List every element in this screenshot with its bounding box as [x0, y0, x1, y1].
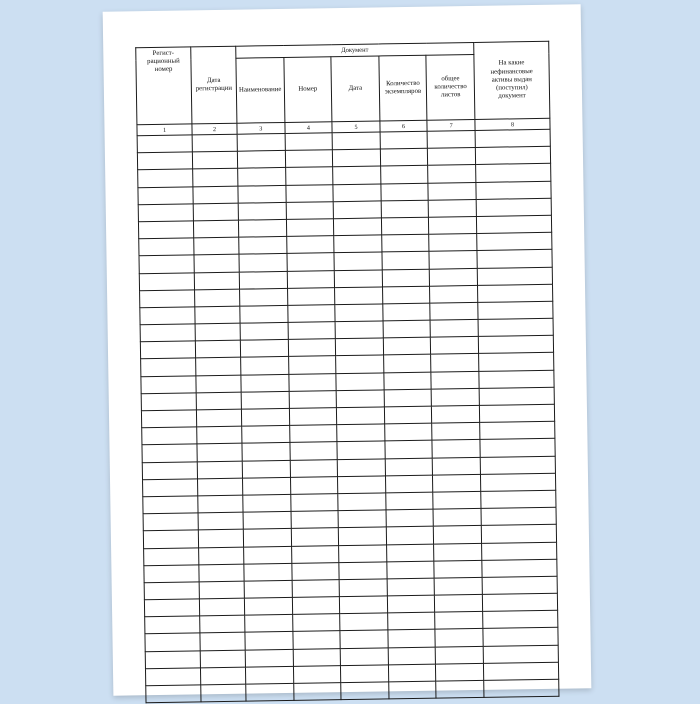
table-cell[interactable]	[483, 628, 558, 646]
table-cell[interactable]	[339, 579, 387, 597]
table-cell[interactable]	[388, 664, 436, 682]
table-cell[interactable]	[434, 526, 482, 544]
table-cell[interactable]	[483, 610, 558, 628]
header-label-copies: Количество экземпляров	[384, 79, 422, 96]
table-cell[interactable]	[429, 251, 477, 269]
table-cell[interactable]	[145, 633, 200, 651]
table-cell[interactable]	[479, 387, 554, 405]
table-cell[interactable]	[144, 565, 199, 583]
table-cell[interactable]	[138, 169, 193, 187]
header-label-number: Номер	[298, 85, 318, 93]
table-cell[interactable]	[436, 663, 484, 681]
table-cell[interactable]	[482, 559, 557, 577]
table-cell[interactable]	[332, 132, 380, 150]
table-cell[interactable]	[381, 183, 429, 201]
table-cell[interactable]	[382, 286, 430, 304]
table-cell[interactable]	[292, 597, 340, 615]
table-header	[136, 41, 550, 135]
table-cell[interactable]	[143, 479, 198, 497]
table-cell[interactable]	[337, 407, 385, 425]
table-cell[interactable]	[431, 388, 479, 406]
table-cell[interactable]	[285, 133, 333, 151]
table-cell[interactable]	[481, 490, 556, 508]
table-cell[interactable]	[140, 290, 195, 308]
table-cell[interactable]	[145, 668, 200, 686]
table-cell[interactable]	[382, 252, 430, 270]
table-cell[interactable]	[240, 340, 288, 358]
table-cell[interactable]	[481, 507, 556, 525]
table-cell[interactable]	[245, 649, 293, 667]
table-cell[interactable]	[341, 682, 389, 700]
table-cell[interactable]	[386, 526, 434, 544]
table-cell[interactable]	[291, 562, 339, 580]
table-cell[interactable]	[386, 509, 434, 527]
table-cell[interactable]	[433, 474, 481, 492]
table-cell[interactable]	[245, 615, 293, 633]
table-cell[interactable]	[434, 577, 482, 595]
table-cell[interactable]	[286, 236, 334, 254]
header-label-reg-date: Дата регистрации	[195, 76, 233, 93]
table-cell[interactable]	[196, 409, 241, 427]
table-cell[interactable]	[384, 372, 432, 390]
table-cell[interactable]	[238, 168, 286, 186]
table-cell[interactable]	[197, 444, 242, 462]
table-cell[interactable]	[484, 679, 559, 697]
table-cell[interactable]	[143, 496, 198, 514]
table-cell[interactable]	[245, 666, 293, 684]
column-number-2: 2	[192, 123, 237, 135]
table-cell[interactable]	[196, 375, 241, 393]
document-page	[103, 4, 592, 695]
table-cell[interactable]	[238, 185, 286, 203]
header-cell-date	[331, 56, 380, 122]
table-cell[interactable]	[240, 288, 288, 306]
table-cell[interactable]	[195, 306, 240, 324]
table-cell[interactable]	[387, 578, 435, 596]
table-cell[interactable]	[197, 426, 242, 444]
table-cell[interactable]	[430, 320, 478, 338]
table-cell[interactable]	[142, 461, 197, 479]
table-cell[interactable]	[290, 476, 338, 494]
table-cell[interactable]	[384, 406, 432, 424]
table-cell[interactable]	[244, 563, 292, 581]
table-cell[interactable]	[199, 547, 244, 565]
table-cell[interactable]	[288, 322, 336, 340]
table-cell[interactable]	[240, 322, 288, 340]
header-label-name: Наименование	[238, 85, 282, 94]
table-cell[interactable]	[291, 511, 339, 529]
table-cell[interactable]	[200, 615, 245, 633]
table-cell[interactable]	[287, 270, 335, 288]
table-cell[interactable]	[239, 254, 287, 272]
table-cell[interactable]	[239, 237, 287, 255]
table-cell[interactable]	[287, 305, 335, 323]
table-cell[interactable]	[193, 169, 238, 187]
table-cell[interactable]	[429, 199, 477, 217]
table-cell[interactable]	[387, 561, 435, 579]
table-cell[interactable]	[333, 201, 381, 219]
table-cell[interactable]	[289, 390, 337, 408]
table-cell[interactable]	[200, 667, 245, 685]
table-cell[interactable]	[336, 390, 384, 408]
table-cell[interactable]	[381, 234, 429, 252]
column-number-4: 4	[285, 122, 333, 134]
table-cell[interactable]	[199, 581, 244, 599]
table-cell[interactable]	[198, 495, 243, 513]
table-cell[interactable]	[139, 255, 194, 273]
table-cell[interactable]	[237, 151, 285, 169]
column-number-8: 8	[475, 118, 550, 130]
table-cell[interactable]	[192, 151, 237, 169]
table-cell[interactable]	[433, 457, 481, 475]
table-cell[interactable]	[382, 269, 430, 287]
table-cell[interactable]	[194, 272, 239, 290]
table-cell[interactable]	[384, 389, 432, 407]
table-cell[interactable]	[431, 354, 479, 372]
table-cell[interactable]	[197, 461, 242, 479]
table-cell[interactable]	[333, 166, 381, 184]
table-cell[interactable]	[478, 301, 553, 319]
table-cell[interactable]	[285, 167, 333, 185]
table-cell[interactable]	[480, 473, 555, 491]
table-cell[interactable]	[436, 646, 484, 664]
table-cell[interactable]	[335, 304, 383, 322]
table-cell[interactable]	[432, 440, 480, 458]
table-cell[interactable]	[138, 221, 193, 239]
table-cell[interactable]	[139, 272, 194, 290]
table-cell[interactable]	[291, 528, 339, 546]
table-cell[interactable]	[480, 456, 555, 474]
table-cell[interactable]	[338, 476, 386, 494]
table-cell[interactable]	[142, 444, 197, 462]
table-cell[interactable]	[139, 238, 194, 256]
table-cell[interactable]	[241, 391, 289, 409]
table-cell[interactable]	[435, 594, 483, 612]
table-cell[interactable]	[291, 545, 339, 563]
table-cell[interactable]	[476, 198, 551, 216]
table-cell[interactable]	[432, 423, 480, 441]
table-cell[interactable]	[482, 576, 557, 594]
table-cell[interactable]	[242, 477, 290, 495]
table-cell[interactable]	[243, 529, 291, 547]
table-cell[interactable]	[293, 648, 341, 666]
table-cell[interactable]	[477, 267, 552, 285]
table-cell[interactable]	[431, 371, 479, 389]
table-cell[interactable]	[480, 421, 555, 439]
table-cell[interactable]	[193, 220, 238, 238]
table-cell[interactable]	[335, 287, 383, 305]
table-cell[interactable]	[140, 341, 195, 359]
table-cell[interactable]	[385, 441, 433, 459]
table-cell[interactable]	[429, 234, 477, 252]
table-cell[interactable]	[287, 287, 335, 305]
table-cell[interactable]	[244, 597, 292, 615]
table-cell[interactable]	[143, 513, 198, 531]
table-cell[interactable]	[193, 203, 238, 221]
header-label-sheets: общее количество листов	[434, 74, 467, 99]
header-cell-reg-date	[191, 46, 237, 124]
table-cell[interactable]	[341, 665, 389, 683]
table-cell[interactable]	[431, 337, 479, 355]
header-group-document: Документ	[236, 42, 474, 58]
table-cell[interactable]	[238, 202, 286, 220]
table-cell[interactable]	[383, 303, 431, 321]
table-cell[interactable]	[242, 460, 290, 478]
table-cell[interactable]	[200, 650, 245, 668]
header-cell-copies	[379, 55, 428, 121]
table-cell[interactable]	[433, 509, 481, 527]
table-cell[interactable]	[430, 302, 478, 320]
table-cell[interactable]	[478, 336, 553, 354]
table-cell[interactable]	[145, 616, 200, 634]
table-cell[interactable]	[288, 339, 336, 357]
header-cell-name	[236, 57, 285, 123]
table-cell[interactable]	[244, 580, 292, 598]
table-cell[interactable]	[337, 441, 385, 459]
table-cell[interactable]	[201, 684, 246, 702]
table-cell[interactable]	[241, 408, 289, 426]
column-number-1: 1	[137, 124, 192, 136]
column-number-7: 7	[427, 119, 475, 131]
table-cell[interactable]	[200, 633, 245, 651]
table-cell[interactable]	[143, 530, 198, 548]
table-cell[interactable]	[432, 405, 480, 423]
table-cell[interactable]	[243, 512, 291, 530]
table-cell[interactable]	[292, 614, 340, 632]
table-cell[interactable]	[293, 631, 341, 649]
table-cell[interactable]	[286, 219, 334, 237]
table-cell[interactable]	[385, 475, 433, 493]
table-cell[interactable]	[198, 478, 243, 496]
table-cell[interactable]	[241, 374, 289, 392]
table-cell[interactable]	[196, 358, 241, 376]
table-cell[interactable]	[483, 645, 558, 663]
header-cell-sheets	[426, 54, 475, 120]
table-cell[interactable]	[140, 307, 195, 325]
table-cell[interactable]	[476, 215, 551, 233]
table-cell[interactable]	[388, 647, 436, 665]
table-cell[interactable]	[290, 494, 338, 512]
table-cell[interactable]	[430, 268, 478, 286]
table-cell[interactable]	[195, 340, 240, 358]
table-cell[interactable]	[338, 510, 386, 528]
column-number-6: 6	[380, 120, 428, 132]
table-cell[interactable]	[479, 370, 554, 388]
table-cell[interactable]	[142, 427, 197, 445]
table-cell[interactable]	[480, 439, 555, 457]
table-cell[interactable]	[138, 186, 193, 204]
table-cell[interactable]	[336, 338, 384, 356]
table-cell[interactable]	[339, 544, 387, 562]
table-cell[interactable]	[334, 252, 382, 270]
table-cell[interactable]	[289, 425, 337, 443]
table-cell[interactable]	[381, 200, 429, 218]
table-cell[interactable]	[388, 681, 436, 699]
table-cell[interactable]	[428, 148, 476, 166]
table-cell[interactable]	[476, 181, 551, 199]
table-cell[interactable]	[436, 680, 484, 698]
table-cell[interactable]	[199, 598, 244, 616]
table-cell[interactable]	[198, 529, 243, 547]
header-label-assets: На какие нефинансовые активы выдан (поступил) документ	[490, 59, 533, 100]
table-cell[interactable]	[477, 232, 552, 250]
table-cell[interactable]	[193, 186, 238, 204]
table-cell[interactable]	[137, 135, 192, 153]
table-cell[interactable]	[334, 218, 382, 236]
table-cell[interactable]	[482, 542, 557, 560]
table-cell[interactable]	[475, 129, 550, 147]
table-cell[interactable]	[242, 426, 290, 444]
table-cell[interactable]	[433, 491, 481, 509]
table-cell[interactable]	[428, 165, 476, 183]
table-cell[interactable]	[333, 149, 381, 167]
table-cell[interactable]	[198, 512, 243, 530]
table-cell[interactable]	[340, 648, 388, 666]
table-cell[interactable]	[388, 630, 436, 648]
table-cell[interactable]	[333, 184, 381, 202]
table-cell[interactable]	[476, 164, 551, 182]
header-label-date: Дата	[348, 84, 363, 92]
table-cell[interactable]	[286, 201, 334, 219]
table-cell[interactable]	[483, 662, 558, 680]
table-cell[interactable]	[146, 685, 201, 703]
table-cell[interactable]	[479, 404, 554, 422]
table-cell[interactable]	[292, 580, 340, 598]
table-cell[interactable]	[381, 217, 429, 235]
table-cell[interactable]	[383, 355, 431, 373]
table-cell[interactable]	[290, 442, 338, 460]
table-cell[interactable]	[194, 237, 239, 255]
table-cell[interactable]	[337, 424, 385, 442]
table-cell[interactable]	[238, 219, 286, 237]
table-cell[interactable]	[285, 184, 333, 202]
table-cell[interactable]	[430, 285, 478, 303]
table-cell[interactable]	[243, 494, 291, 512]
table-cell[interactable]	[144, 599, 199, 617]
table-cell[interactable]	[427, 130, 475, 148]
table-cell[interactable]	[385, 458, 433, 476]
table-cell[interactable]	[383, 320, 431, 338]
table-cell[interactable]	[195, 323, 240, 341]
table-cell[interactable]	[429, 216, 477, 234]
table-cell[interactable]	[289, 408, 337, 426]
table-cell[interactable]	[435, 629, 483, 647]
table-cell[interactable]	[428, 182, 476, 200]
table-cell[interactable]	[195, 289, 240, 307]
table-cell[interactable]	[138, 204, 193, 222]
table-cell[interactable]	[144, 582, 199, 600]
table-cell[interactable]	[287, 253, 335, 271]
table-cell[interactable]	[141, 410, 196, 428]
table-cell[interactable]	[475, 146, 550, 164]
table-cell[interactable]	[380, 148, 428, 166]
table-cell[interactable]	[386, 492, 434, 510]
table-cell[interactable]	[246, 683, 294, 701]
table-cell[interactable]	[434, 543, 482, 561]
table-cell[interactable]	[141, 376, 196, 394]
table-cell[interactable]	[144, 547, 199, 565]
register-table-container	[135, 41, 559, 704]
table-cell[interactable]	[335, 321, 383, 339]
table-cell[interactable]	[242, 443, 290, 461]
table-cell[interactable]	[384, 423, 432, 441]
table-cell[interactable]	[337, 458, 385, 476]
table-cell[interactable]	[288, 373, 336, 391]
table-cell[interactable]	[290, 459, 338, 477]
table-cell[interactable]	[140, 324, 195, 342]
table-cell[interactable]	[199, 564, 244, 582]
table-cell[interactable]	[477, 250, 552, 268]
table-cell[interactable]	[340, 613, 388, 631]
table-cell[interactable]	[479, 353, 554, 371]
table-cell[interactable]	[244, 546, 292, 564]
table-cell[interactable]	[196, 392, 241, 410]
table-cell[interactable]	[336, 355, 384, 373]
table-body	[137, 129, 559, 703]
table-cell[interactable]	[387, 595, 435, 613]
table-cell[interactable]	[477, 284, 552, 302]
table-cell[interactable]	[241, 357, 289, 375]
table-cell[interactable]	[383, 337, 431, 355]
header-cell-reg-number	[136, 47, 192, 125]
table-cell[interactable]	[285, 150, 333, 168]
header-cell-number	[283, 57, 332, 123]
table-cell[interactable]	[340, 630, 388, 648]
register-table	[135, 41, 559, 704]
table-cell[interactable]	[338, 493, 386, 511]
table-cell[interactable]	[338, 527, 386, 545]
header-cell-assets	[474, 41, 550, 119]
table-cell[interactable]	[386, 544, 434, 562]
table-cell[interactable]	[380, 166, 428, 184]
table-cell[interactable]	[141, 393, 196, 411]
table-cell[interactable]	[145, 650, 200, 668]
table-cell[interactable]	[288, 356, 336, 374]
table-cell[interactable]	[482, 593, 557, 611]
table-cell[interactable]	[334, 235, 382, 253]
table-cell[interactable]	[192, 134, 237, 152]
column-number-5: 5	[332, 121, 380, 133]
table-cell[interactable]	[194, 254, 239, 272]
header-label-reg-number: Регист- рационный номер	[147, 49, 180, 74]
table-cell[interactable]	[141, 358, 196, 376]
table-cell[interactable]	[239, 271, 287, 289]
table-cell[interactable]	[380, 131, 428, 149]
table-cell[interactable]	[137, 152, 192, 170]
table-cell[interactable]	[237, 133, 285, 151]
table-cell[interactable]	[245, 632, 293, 650]
table-cell[interactable]	[240, 305, 288, 323]
table-cell[interactable]	[435, 612, 483, 630]
table-cell[interactable]	[334, 269, 382, 287]
table-cell[interactable]	[339, 562, 387, 580]
table-cell[interactable]	[340, 596, 388, 614]
column-number-3: 3	[237, 122, 285, 134]
table-cell[interactable]	[434, 560, 482, 578]
table-cell[interactable]	[481, 525, 556, 543]
table-cell[interactable]	[293, 665, 341, 683]
table-cell[interactable]	[336, 373, 384, 391]
table-cell[interactable]	[387, 612, 435, 630]
table-cell[interactable]	[293, 683, 341, 701]
table-cell[interactable]	[478, 318, 553, 336]
